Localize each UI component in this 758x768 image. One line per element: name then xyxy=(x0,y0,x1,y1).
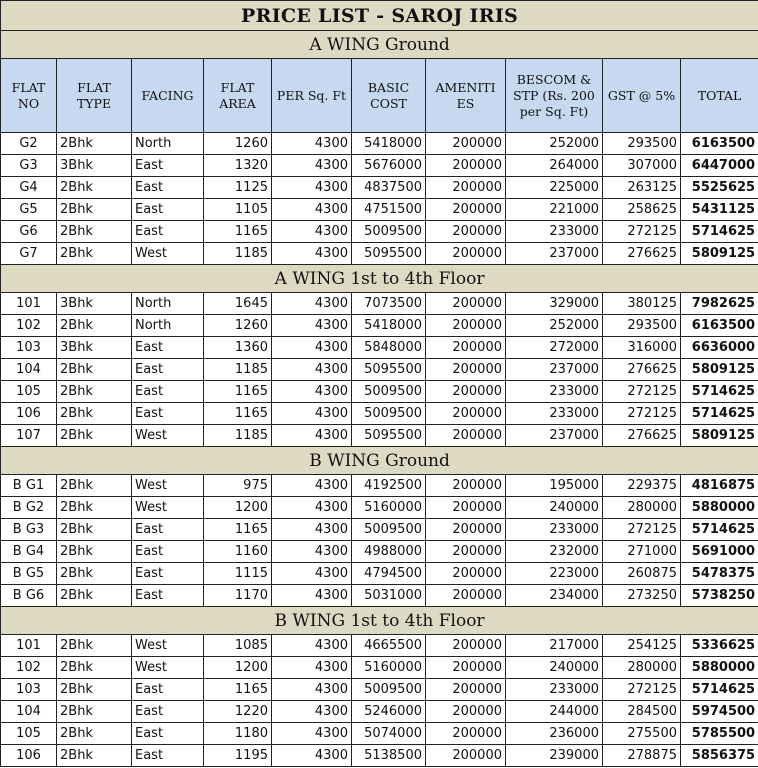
cell-facing: West xyxy=(132,243,204,265)
cell-facing: North xyxy=(132,315,204,337)
cell-flat-no: 104 xyxy=(1,359,57,381)
cell-flat-type: 2Bhk xyxy=(57,497,132,519)
cell-flat-area: 1105 xyxy=(204,199,272,221)
cell-flat-area: 1160 xyxy=(204,541,272,563)
cell-basic-cost: 5009500 xyxy=(352,221,426,243)
cell-basic-cost: 4794500 xyxy=(352,563,426,585)
cell-bescom-stp: 237000 xyxy=(506,243,603,265)
cell-flat-no: 106 xyxy=(1,745,57,767)
cell-flat-no: 105 xyxy=(1,381,57,403)
table-row xyxy=(1,199,758,221)
cell-per-sq-ft: 4300 xyxy=(272,381,352,403)
cell-gst: 276625 xyxy=(603,425,681,447)
table-row xyxy=(1,585,758,607)
cell-bescom-stp: 195000 xyxy=(506,475,603,497)
cell-total: 5336625 xyxy=(681,635,758,657)
cell-amenities: 200000 xyxy=(426,359,506,381)
cell-facing: West xyxy=(132,497,204,519)
cell-basic-cost: 5676000 xyxy=(352,155,426,177)
cell-amenities: 200000 xyxy=(426,475,506,497)
cell-flat-no: 104 xyxy=(1,701,57,723)
cell-total: 5809125 xyxy=(681,243,758,265)
cell-flat-no: G2 xyxy=(1,133,57,155)
cell-flat-no: 103 xyxy=(1,679,57,701)
cell-facing: East xyxy=(132,155,204,177)
cell-total: 5691000 xyxy=(681,541,758,563)
cell-flat-type: 2Bhk xyxy=(57,541,132,563)
page-title: PRICE LIST - SAROJ IRIS xyxy=(1,1,758,31)
cell-per-sq-ft: 4300 xyxy=(272,563,352,585)
cell-total: 6163500 xyxy=(681,133,758,155)
cell-bescom-stp: 240000 xyxy=(506,497,603,519)
cell-amenities: 200000 xyxy=(426,519,506,541)
table-row xyxy=(1,723,758,745)
cell-bescom-stp: 239000 xyxy=(506,745,603,767)
cell-gst: 254125 xyxy=(603,635,681,657)
cell-gst: 284500 xyxy=(603,701,681,723)
cell-bescom-stp: 272000 xyxy=(506,337,603,359)
cell-facing: East xyxy=(132,381,204,403)
cell-basic-cost: 5160000 xyxy=(352,497,426,519)
cell-facing: East xyxy=(132,337,204,359)
cell-basic-cost: 5246000 xyxy=(352,701,426,723)
cell-flat-no: B G5 xyxy=(1,563,57,585)
cell-total: 6447000 xyxy=(681,155,758,177)
cell-facing: East xyxy=(132,359,204,381)
cell-per-sq-ft: 4300 xyxy=(272,155,352,177)
cell-bescom-stp: 233000 xyxy=(506,403,603,425)
cell-flat-no: G6 xyxy=(1,221,57,243)
cell-gst: 229375 xyxy=(603,475,681,497)
cell-bescom-stp: 232000 xyxy=(506,541,603,563)
cell-flat-type: 2Bhk xyxy=(57,585,132,607)
cell-flat-type: 3Bhk xyxy=(57,293,132,315)
cell-gst: 316000 xyxy=(603,337,681,359)
cell-amenities: 200000 xyxy=(426,199,506,221)
cell-flat-area: 1165 xyxy=(204,221,272,243)
cell-flat-type: 3Bhk xyxy=(57,337,132,359)
cell-flat-area: 1115 xyxy=(204,563,272,585)
cell-gst: 276625 xyxy=(603,359,681,381)
table-row xyxy=(1,745,758,767)
cell-amenities: 200000 xyxy=(426,723,506,745)
header-total: TOTAL xyxy=(681,59,758,133)
section-title: A WING Ground xyxy=(1,31,758,59)
cell-gst: 260875 xyxy=(603,563,681,585)
cell-gst: 293500 xyxy=(603,133,681,155)
cell-amenities: 200000 xyxy=(426,293,506,315)
cell-amenities: 200000 xyxy=(426,657,506,679)
cell-flat-area: 1165 xyxy=(204,381,272,403)
cell-amenities: 200000 xyxy=(426,221,506,243)
cell-flat-type: 2Bhk xyxy=(57,221,132,243)
cell-bescom-stp: 329000 xyxy=(506,293,603,315)
cell-flat-area: 1170 xyxy=(204,585,272,607)
cell-flat-type: 3Bhk xyxy=(57,155,132,177)
cell-gst: 275500 xyxy=(603,723,681,745)
cell-per-sq-ft: 4300 xyxy=(272,403,352,425)
cell-total: 5525625 xyxy=(681,177,758,199)
cell-basic-cost: 5074000 xyxy=(352,723,426,745)
cell-gst: 280000 xyxy=(603,497,681,519)
cell-flat-type: 2Bhk xyxy=(57,723,132,745)
cell-flat-area: 1185 xyxy=(204,359,272,381)
cell-per-sq-ft: 4300 xyxy=(272,133,352,155)
column-header-row xyxy=(1,59,758,133)
cell-total: 6636000 xyxy=(681,337,758,359)
cell-basic-cost: 4988000 xyxy=(352,541,426,563)
cell-bescom-stp: 236000 xyxy=(506,723,603,745)
cell-flat-type: 2Bhk xyxy=(57,635,132,657)
cell-flat-area: 1180 xyxy=(204,723,272,745)
table-row xyxy=(1,155,758,177)
cell-basic-cost: 5009500 xyxy=(352,381,426,403)
cell-total: 5714625 xyxy=(681,221,758,243)
cell-gst: 273250 xyxy=(603,585,681,607)
cell-amenities: 200000 xyxy=(426,745,506,767)
table-row xyxy=(1,221,758,243)
cell-flat-no: B G6 xyxy=(1,585,57,607)
table-row xyxy=(1,425,758,447)
table-row xyxy=(1,701,758,723)
cell-gst: 278875 xyxy=(603,745,681,767)
cell-basic-cost: 5009500 xyxy=(352,679,426,701)
cell-basic-cost: 5009500 xyxy=(352,403,426,425)
cell-flat-no: 106 xyxy=(1,403,57,425)
cell-bescom-stp: 223000 xyxy=(506,563,603,585)
header-flat-no: FLAT NO xyxy=(1,59,57,133)
cell-amenities: 200000 xyxy=(426,381,506,403)
table-row xyxy=(1,563,758,585)
cell-amenities: 200000 xyxy=(426,497,506,519)
cell-flat-area: 1645 xyxy=(204,293,272,315)
cell-facing: West xyxy=(132,635,204,657)
cell-facing: East xyxy=(132,519,204,541)
cell-bescom-stp: 233000 xyxy=(506,221,603,243)
cell-flat-type: 2Bhk xyxy=(57,679,132,701)
section-title: B WING 1st to 4th Floor xyxy=(1,607,758,635)
cell-amenities: 200000 xyxy=(426,425,506,447)
cell-facing: East xyxy=(132,679,204,701)
cell-flat-area: 1165 xyxy=(204,679,272,701)
header-bescom-stp: BESCOM & STP (Rs. 200 per Sq. Ft) xyxy=(506,59,603,133)
cell-flat-no: 101 xyxy=(1,293,57,315)
cell-per-sq-ft: 4300 xyxy=(272,701,352,723)
title-row xyxy=(1,1,758,31)
section-row xyxy=(1,447,758,475)
table-row xyxy=(1,519,758,541)
cell-total: 5738250 xyxy=(681,585,758,607)
cell-per-sq-ft: 4300 xyxy=(272,497,352,519)
cell-per-sq-ft: 4300 xyxy=(272,679,352,701)
cell-flat-no: G7 xyxy=(1,243,57,265)
table-row xyxy=(1,475,758,497)
cell-flat-type: 2Bhk xyxy=(57,745,132,767)
cell-basic-cost: 5095500 xyxy=(352,425,426,447)
cell-flat-no: 101 xyxy=(1,635,57,657)
cell-flat-no: B G2 xyxy=(1,497,57,519)
cell-per-sq-ft: 4300 xyxy=(272,585,352,607)
cell-amenities: 200000 xyxy=(426,133,506,155)
cell-total: 5880000 xyxy=(681,497,758,519)
header-facing: FACING xyxy=(132,59,204,133)
table-row xyxy=(1,133,758,155)
cell-flat-type: 2Bhk xyxy=(57,519,132,541)
cell-total: 5714625 xyxy=(681,403,758,425)
cell-flat-area: 1185 xyxy=(204,243,272,265)
cell-gst: 380125 xyxy=(603,293,681,315)
cell-amenities: 200000 xyxy=(426,177,506,199)
cell-total: 5478375 xyxy=(681,563,758,585)
header-basic-cost: BASIC COST xyxy=(352,59,426,133)
cell-flat-area: 1165 xyxy=(204,519,272,541)
cell-facing: North xyxy=(132,293,204,315)
cell-amenities: 200000 xyxy=(426,155,506,177)
cell-amenities: 200000 xyxy=(426,315,506,337)
cell-flat-no: 105 xyxy=(1,723,57,745)
table-row xyxy=(1,679,758,701)
cell-total: 5714625 xyxy=(681,679,758,701)
cell-basic-cost: 5848000 xyxy=(352,337,426,359)
cell-bescom-stp: 252000 xyxy=(506,315,603,337)
table-row xyxy=(1,315,758,337)
cell-per-sq-ft: 4300 xyxy=(272,657,352,679)
table-row xyxy=(1,657,758,679)
cell-flat-type: 2Bhk xyxy=(57,657,132,679)
table-body xyxy=(1,133,758,767)
cell-flat-area: 1260 xyxy=(204,315,272,337)
cell-flat-area: 1085 xyxy=(204,635,272,657)
cell-flat-no: 107 xyxy=(1,425,57,447)
cell-amenities: 200000 xyxy=(426,701,506,723)
cell-basic-cost: 5009500 xyxy=(352,519,426,541)
cell-facing: East xyxy=(132,563,204,585)
header-amenities: AMENITI ES xyxy=(426,59,506,133)
cell-flat-type: 2Bhk xyxy=(57,359,132,381)
cell-flat-no: 103 xyxy=(1,337,57,359)
cell-total: 5809125 xyxy=(681,425,758,447)
cell-total: 4816875 xyxy=(681,475,758,497)
cell-flat-area: 1165 xyxy=(204,403,272,425)
cell-gst: 271000 xyxy=(603,541,681,563)
section-row xyxy=(1,265,758,293)
cell-amenities: 200000 xyxy=(426,403,506,425)
cell-bescom-stp: 252000 xyxy=(506,133,603,155)
cell-per-sq-ft: 4300 xyxy=(272,723,352,745)
cell-per-sq-ft: 4300 xyxy=(272,337,352,359)
cell-flat-type: 2Bhk xyxy=(57,133,132,155)
cell-flat-area: 1185 xyxy=(204,425,272,447)
cell-per-sq-ft: 4300 xyxy=(272,745,352,767)
table-row xyxy=(1,243,758,265)
cell-per-sq-ft: 4300 xyxy=(272,293,352,315)
cell-facing: East xyxy=(132,221,204,243)
cell-amenities: 200000 xyxy=(426,679,506,701)
cell-flat-area: 1200 xyxy=(204,497,272,519)
cell-bescom-stp: 221000 xyxy=(506,199,603,221)
table-row xyxy=(1,293,758,315)
section-title: A WING 1st to 4th Floor xyxy=(1,265,758,293)
cell-flat-no: B G4 xyxy=(1,541,57,563)
cell-facing: East xyxy=(132,701,204,723)
cell-flat-area: 1360 xyxy=(204,337,272,359)
cell-facing: West xyxy=(132,425,204,447)
cell-flat-area: 1200 xyxy=(204,657,272,679)
cell-flat-type: 2Bhk xyxy=(57,177,132,199)
cell-gst: 272125 xyxy=(603,519,681,541)
cell-flat-no: B G1 xyxy=(1,475,57,497)
cell-flat-no: G3 xyxy=(1,155,57,177)
cell-amenities: 200000 xyxy=(426,585,506,607)
cell-total: 7982625 xyxy=(681,293,758,315)
cell-bescom-stp: 234000 xyxy=(506,585,603,607)
cell-facing: East xyxy=(132,199,204,221)
cell-flat-type: 2Bhk xyxy=(57,243,132,265)
cell-gst: 258625 xyxy=(603,199,681,221)
cell-basic-cost: 5095500 xyxy=(352,359,426,381)
cell-total: 5856375 xyxy=(681,745,758,767)
cell-facing: East xyxy=(132,177,204,199)
cell-total: 5714625 xyxy=(681,519,758,541)
header-per-sq-ft: PER Sq. Ft xyxy=(272,59,352,133)
cell-facing: East xyxy=(132,403,204,425)
cell-gst: 272125 xyxy=(603,403,681,425)
header-flat-area: FLAT AREA xyxy=(204,59,272,133)
cell-basic-cost: 5418000 xyxy=(352,133,426,155)
cell-per-sq-ft: 4300 xyxy=(272,475,352,497)
cell-flat-area: 1320 xyxy=(204,155,272,177)
cell-flat-area: 1195 xyxy=(204,745,272,767)
cell-bescom-stp: 237000 xyxy=(506,359,603,381)
cell-bescom-stp: 233000 xyxy=(506,519,603,541)
cell-facing: East xyxy=(132,745,204,767)
header-gst: GST @ 5% xyxy=(603,59,681,133)
cell-facing: East xyxy=(132,541,204,563)
section-row xyxy=(1,31,758,59)
header-flat-type: FLAT TYPE xyxy=(57,59,132,133)
cell-per-sq-ft: 4300 xyxy=(272,359,352,381)
cell-flat-type: 2Bhk xyxy=(57,381,132,403)
cell-bescom-stp: 264000 xyxy=(506,155,603,177)
cell-amenities: 200000 xyxy=(426,243,506,265)
cell-amenities: 200000 xyxy=(426,541,506,563)
cell-flat-area: 1125 xyxy=(204,177,272,199)
table-row xyxy=(1,541,758,563)
cell-flat-area: 975 xyxy=(204,475,272,497)
cell-flat-no: G5 xyxy=(1,199,57,221)
cell-bescom-stp: 240000 xyxy=(506,657,603,679)
table-row xyxy=(1,177,758,199)
cell-flat-type: 2Bhk xyxy=(57,425,132,447)
cell-per-sq-ft: 4300 xyxy=(272,177,352,199)
cell-total: 5974500 xyxy=(681,701,758,723)
cell-bescom-stp: 244000 xyxy=(506,701,603,723)
table-row xyxy=(1,497,758,519)
cell-amenities: 200000 xyxy=(426,563,506,585)
cell-facing: East xyxy=(132,585,204,607)
cell-facing: West xyxy=(132,657,204,679)
cell-gst: 272125 xyxy=(603,221,681,243)
cell-bescom-stp: 217000 xyxy=(506,635,603,657)
cell-flat-type: 2Bhk xyxy=(57,563,132,585)
cell-basic-cost: 4192500 xyxy=(352,475,426,497)
cell-per-sq-ft: 4300 xyxy=(272,519,352,541)
cell-gst: 272125 xyxy=(603,381,681,403)
cell-total: 5880000 xyxy=(681,657,758,679)
cell-bescom-stp: 237000 xyxy=(506,425,603,447)
cell-per-sq-ft: 4300 xyxy=(272,221,352,243)
cell-bescom-stp: 233000 xyxy=(506,679,603,701)
cell-gst: 263125 xyxy=(603,177,681,199)
cell-per-sq-ft: 4300 xyxy=(272,315,352,337)
cell-flat-type: 2Bhk xyxy=(57,475,132,497)
cell-basic-cost: 5095500 xyxy=(352,243,426,265)
cell-bescom-stp: 233000 xyxy=(506,381,603,403)
cell-flat-type: 2Bhk xyxy=(57,403,132,425)
cell-basic-cost: 5138500 xyxy=(352,745,426,767)
cell-total: 5785500 xyxy=(681,723,758,745)
cell-per-sq-ft: 4300 xyxy=(272,541,352,563)
cell-gst: 272125 xyxy=(603,679,681,701)
table-row xyxy=(1,381,758,403)
cell-flat-no: G4 xyxy=(1,177,57,199)
section-row xyxy=(1,607,758,635)
cell-flat-type: 2Bhk xyxy=(57,701,132,723)
cell-per-sq-ft: 4300 xyxy=(272,199,352,221)
cell-flat-type: 2Bhk xyxy=(57,199,132,221)
table-row xyxy=(1,403,758,425)
cell-gst: 276625 xyxy=(603,243,681,265)
table-row xyxy=(1,635,758,657)
cell-flat-area: 1260 xyxy=(204,133,272,155)
cell-basic-cost: 5031000 xyxy=(352,585,426,607)
cell-total: 5809125 xyxy=(681,359,758,381)
cell-facing: East xyxy=(132,723,204,745)
cell-total: 5431125 xyxy=(681,199,758,221)
cell-basic-cost: 7073500 xyxy=(352,293,426,315)
cell-per-sq-ft: 4300 xyxy=(272,425,352,447)
cell-gst: 293500 xyxy=(603,315,681,337)
cell-gst: 307000 xyxy=(603,155,681,177)
cell-total: 6163500 xyxy=(681,315,758,337)
cell-basic-cost: 5418000 xyxy=(352,315,426,337)
cell-flat-no: 102 xyxy=(1,657,57,679)
cell-gst: 280000 xyxy=(603,657,681,679)
cell-flat-no: 102 xyxy=(1,315,57,337)
cell-basic-cost: 4665500 xyxy=(352,635,426,657)
cell-per-sq-ft: 4300 xyxy=(272,635,352,657)
table-row xyxy=(1,359,758,381)
table-row xyxy=(1,337,758,359)
cell-amenities: 200000 xyxy=(426,635,506,657)
cell-amenities: 200000 xyxy=(426,337,506,359)
cell-flat-type: 2Bhk xyxy=(57,315,132,337)
cell-facing: North xyxy=(132,133,204,155)
cell-per-sq-ft: 4300 xyxy=(272,243,352,265)
cell-basic-cost: 4837500 xyxy=(352,177,426,199)
cell-basic-cost: 5160000 xyxy=(352,657,426,679)
cell-total: 5714625 xyxy=(681,381,758,403)
cell-bescom-stp: 225000 xyxy=(506,177,603,199)
cell-facing: West xyxy=(132,475,204,497)
cell-flat-no: B G3 xyxy=(1,519,57,541)
section-title: B WING Ground xyxy=(1,447,758,475)
cell-flat-area: 1220 xyxy=(204,701,272,723)
cell-basic-cost: 4751500 xyxy=(352,199,426,221)
